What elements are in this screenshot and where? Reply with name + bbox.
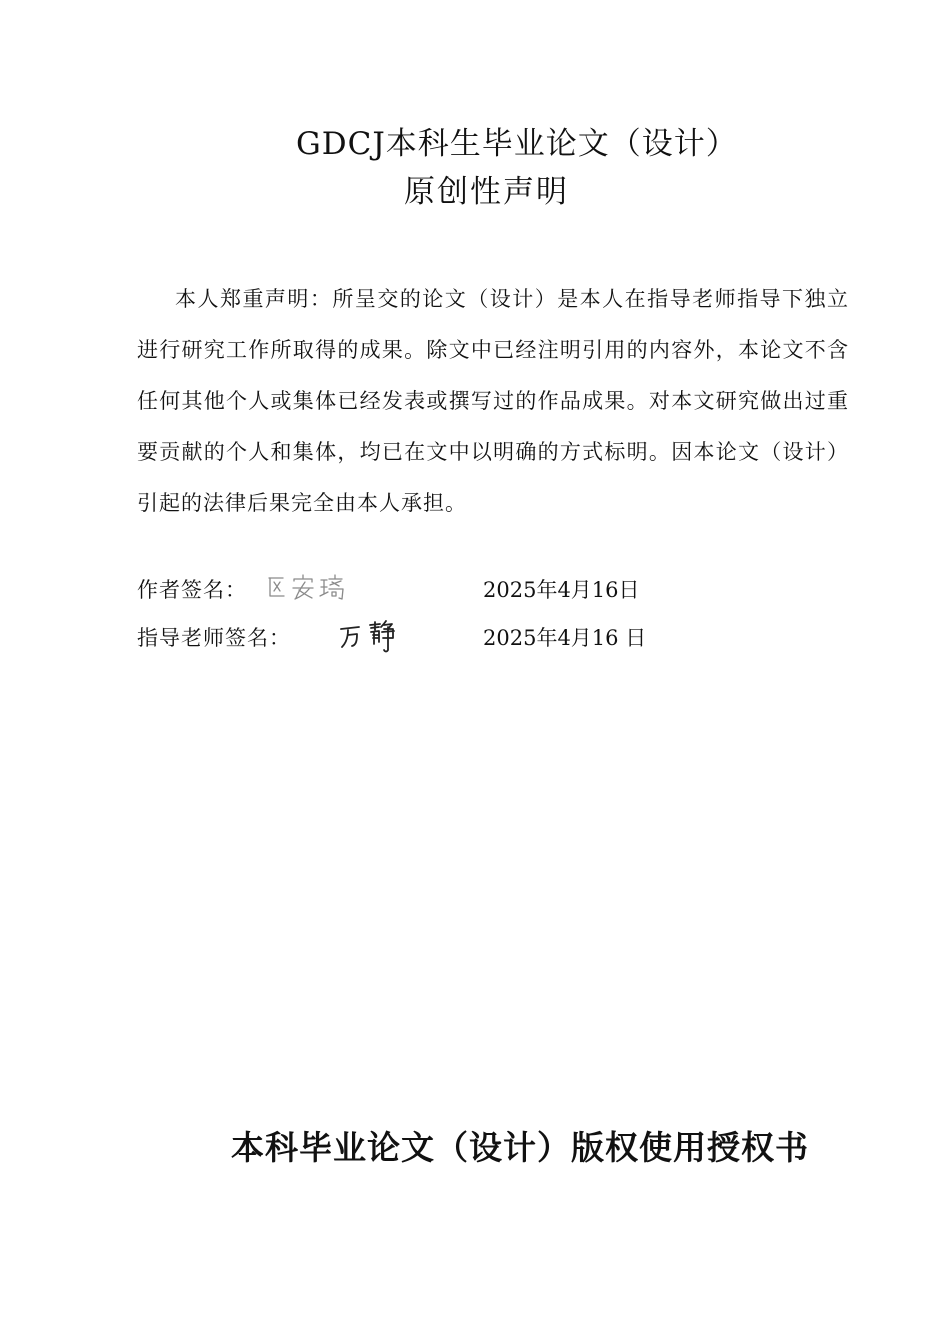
author-signature-image [265, 572, 347, 615]
declaration-body: 本人郑重声明：所呈交的论文（设计）是本人在指导老师指导下独立进行研究工作所取得的成果。除文中已经注明引用的内容外，本论文不含任何其他个人或集体已经发表或撰写过的作品成果。对本文研究做出过重要贡献的个人和集体，均已在文中以明确的方式标明。因本论文（设计）引起的法律后果完全由本人承担。 [137, 287, 849, 515]
advisor-signature-image [337, 616, 409, 669]
advisor-signature-label: 指导老师签名： [137, 626, 291, 650]
declaration-subtitle: 原创性声明 [404, 174, 569, 210]
advisor-signature-row [137, 618, 837, 658]
author-signature-label: 作者签名： [137, 578, 247, 602]
advisor-signature-date: 2025年4月16 日 [483, 626, 647, 650]
author-signature-date: 2025年4月16日 [483, 578, 640, 602]
author-signature-row [137, 570, 837, 610]
copyright-title: 本科毕业论文（设计）版权使用授权书 [231, 1128, 809, 1167]
declaration-title: GDCJ本科生毕业论文（设计） [296, 126, 738, 162]
